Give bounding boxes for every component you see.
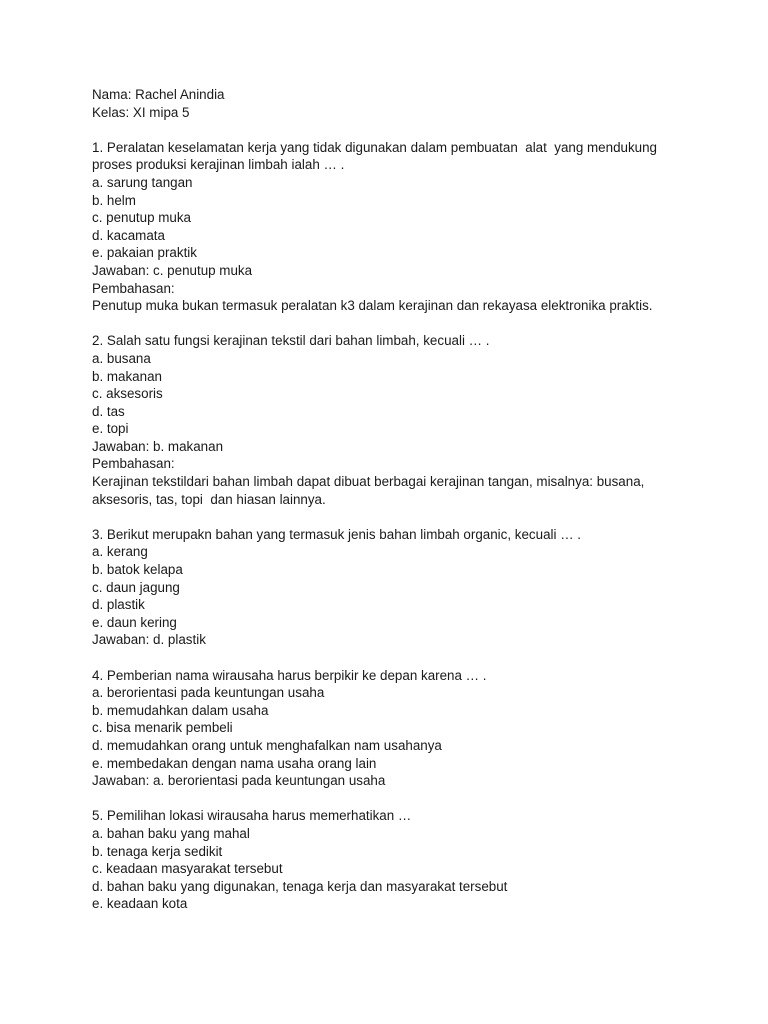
- question-block-5: [92, 807, 692, 913]
- spacer: [92, 649, 692, 667]
- discussion-text: Penutup muka bukan termasuk peralatan k3 dalam kerajinan dan rekayasa elektronika praktis.: [92, 298, 653, 314]
- option-item: d. plastik: [92, 597, 145, 613]
- spacer: [92, 121, 692, 139]
- option-item: b. helm: [92, 192, 136, 208]
- option-item: a. busana: [92, 350, 151, 366]
- option-item: d. kacamata: [92, 227, 165, 243]
- spacer: [92, 315, 692, 333]
- option-item: a. berorientasi pada keuntungan usaha: [92, 685, 325, 701]
- question-text: 4. Pemberian nama wirausaha harus berpikir ke depan karena … .: [92, 667, 487, 683]
- option-item: e. pakaian praktik: [92, 245, 197, 261]
- spacer: [92, 790, 692, 808]
- option-item: c. keadaan masyarakat tersebut: [92, 861, 283, 877]
- option-item: d. tas: [92, 403, 125, 419]
- option-item: c. penutup muka: [92, 210, 192, 226]
- option-item: d. bahan baku yang digunakan, tenaga kerja dan masyarakat tersebut: [92, 878, 508, 894]
- option-item: c. aksesoris: [92, 386, 163, 402]
- discussion-label: Pembahasan:: [92, 456, 175, 472]
- option-item: a. sarung tangan: [92, 174, 193, 190]
- answer-text: Jawaban: c. penutup muka: [92, 262, 253, 278]
- question-text: 2. Salah satu fungsi kerajinan tekstil dari bahan limbah, kecuali … .: [92, 333, 490, 349]
- option-item: a. bahan baku yang mahal: [92, 825, 250, 841]
- option-item: b. tenaga kerja sedikit: [92, 843, 223, 859]
- question-block-4: [92, 667, 692, 790]
- option-item: a. kerang: [92, 544, 148, 560]
- option-item: e. topi: [92, 421, 129, 437]
- option-item: d. memudahkan orang untuk menghafalkan nam usahanya: [92, 737, 442, 753]
- answer-text: Jawaban: d. plastik: [92, 632, 206, 648]
- answer-text: Jawaban: b. makanan: [92, 438, 224, 454]
- student-class: Kelas: XI mipa 5: [92, 104, 190, 120]
- answer-text: Jawaban: a. berorientasi pada keuntungan usaha: [92, 773, 386, 789]
- question-block-3: [92, 526, 692, 649]
- option-item: b. memudahkan dalam usaha: [92, 702, 269, 718]
- question-text: 3. Berikut merupakn bahan yang termasuk jenis bahan limbah organic, kecuali … .: [92, 526, 582, 542]
- question-block-1: [92, 139, 692, 315]
- discussion-text: Kerajinan tekstildari bahan limbah dapat dibuat berbagai kerajinan tangan, misalnya: busana, aksesoris, tas, topi dan hiasan lainnya.: [92, 474, 649, 507]
- option-item: e. daun kering: [92, 614, 177, 630]
- student-name: Nama: Rachel Anindia: [92, 87, 225, 102]
- option-item: b. batok kelapa: [92, 562, 183, 578]
- document-content: [92, 86, 692, 913]
- option-item: c. bisa menarik pembeli: [92, 720, 233, 736]
- question-text: 5. Pemilihan lokasi wirausaha harus memerhatikan …: [92, 808, 412, 824]
- option-item: e. keadaan kota: [92, 896, 188, 912]
- question-block-2: [92, 332, 692, 508]
- option-item: b. makanan: [92, 368, 162, 384]
- question-text: 1. Peralatan keselamatan kerja yang tidak digunakan dalam pembuatan alat yang mendukung proses produksi kerajinan limbah ialah … .: [92, 139, 661, 173]
- option-item: e. membedakan dengan nama usaha orang lain: [92, 755, 377, 771]
- discussion-label: Pembahasan:: [92, 280, 175, 296]
- spacer: [92, 508, 692, 526]
- option-item: c. daun jagung: [92, 579, 180, 595]
